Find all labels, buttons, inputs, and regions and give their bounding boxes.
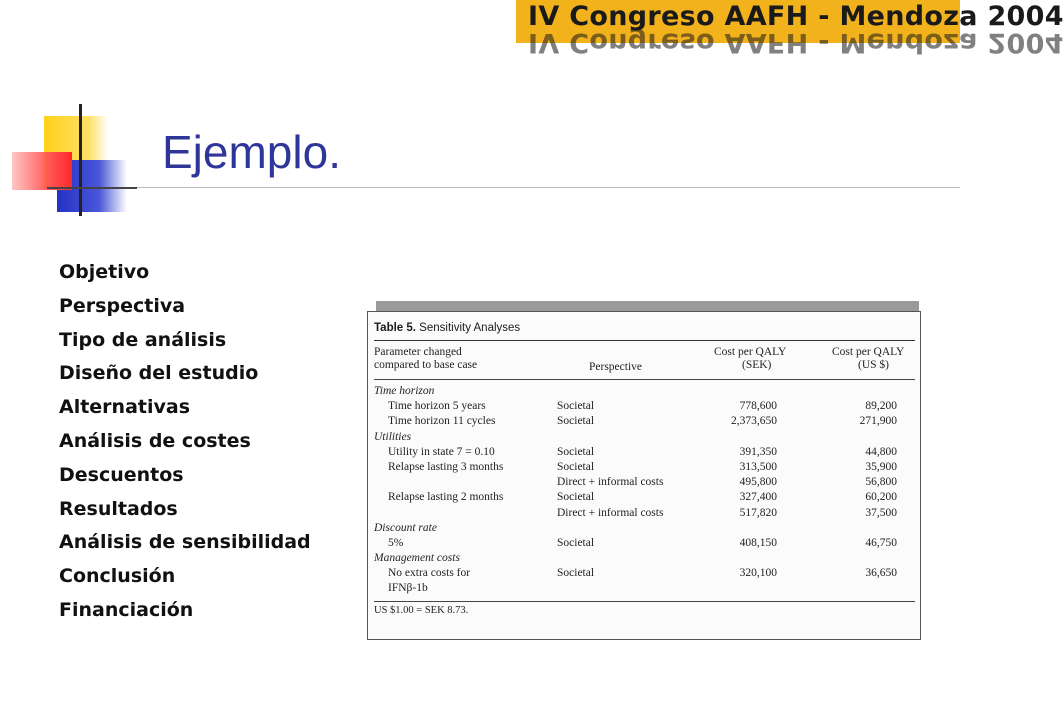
table-caption-title: Sensitivity Analyses (419, 322, 521, 334)
parameter-cell: No extra costs for (388, 567, 471, 580)
section-label: Discount rate (374, 521, 437, 534)
parameter-cell: Relapse lasting 2 months (388, 491, 504, 504)
cost-sek-cell: 2,373,650 (731, 415, 777, 428)
table-footnote: US $1.00 = SEK 8.73. (374, 604, 469, 616)
parameter-cell: Relapse lasting 3 months (388, 460, 504, 473)
list-item: Perspectiva (59, 294, 186, 317)
table-row (374, 384, 915, 399)
perspective-cell: Societal (557, 567, 595, 580)
cost-sek-cell: 313,500 (739, 460, 777, 473)
red-bar-shape (12, 152, 72, 190)
cost-sek-cell: 495,800 (739, 476, 777, 489)
banner-text: IV Congreso AAFH - Mendoza 2004 (528, 1, 1064, 32)
table-row (374, 475, 915, 490)
table-row (374, 399, 915, 414)
cost-sek-cell: 778,600 (739, 400, 777, 413)
header-parameter-line2: compared to base case (374, 359, 478, 371)
list-item: Alternativas (59, 396, 191, 419)
list-item: Objetivo (59, 261, 150, 283)
banner-reflection: IV Congreso AAFH - Mendoza 2004 (528, 27, 1064, 58)
perspective-cell: Societal (557, 536, 595, 549)
table-row (374, 460, 915, 475)
cost-sek-cell: 327,400 (739, 491, 777, 504)
list-item: Conclusión (59, 565, 176, 588)
parameter-cell: IFNβ-1b (388, 582, 428, 595)
list-item: Análisis de costes (59, 429, 251, 452)
table-row (374, 536, 915, 551)
list-item: Tipo de análisis (59, 328, 227, 351)
cost-sek-cell: 391,350 (739, 445, 777, 458)
section-label: Time horizon (374, 385, 435, 397)
cost-usd-cell: 37,500 (865, 506, 897, 519)
table-row (374, 445, 915, 460)
list-item: Financiación (59, 598, 194, 621)
section-label: Utilities (374, 430, 412, 443)
list-item: Análisis de sensibilidad (59, 531, 311, 554)
cost-usd-cell: 60,200 (865, 491, 897, 504)
sensitivity-table (374, 316, 915, 620)
perspective-cell: Direct + informal costs (557, 506, 664, 519)
slide-title: Ejemplo. (162, 126, 341, 178)
parameter-cell: Time horizon 5 years (388, 400, 486, 413)
header-perspective: Perspective (589, 361, 643, 373)
cost-sek-cell: 517,820 (739, 506, 777, 519)
section-label: Management costs (374, 552, 460, 565)
title-underline-accent (47, 187, 137, 189)
parameter-cell: 5% (388, 536, 404, 549)
table-row (374, 551, 915, 566)
cost-usd-cell: 271,900 (859, 415, 897, 428)
vertical-divider-line (79, 104, 82, 216)
header-parameter-line1: Parameter changed (374, 346, 462, 358)
cost-usd-cell: 36,650 (865, 567, 897, 580)
header-sek-line2: (SEK) (742, 359, 772, 371)
perspective-cell: Direct + informal costs (557, 476, 664, 489)
perspective-cell: Societal (557, 415, 595, 428)
cost-usd-cell: 44,800 (865, 445, 897, 458)
cost-sek-cell: 320,100 (739, 567, 777, 580)
list-item: Descuentos (59, 463, 184, 486)
header-usd-line1: Cost per QALY (832, 346, 905, 358)
table-row (374, 506, 915, 521)
cost-usd-cell: 35,900 (865, 460, 897, 473)
table-body (374, 384, 915, 597)
table-row (374, 490, 915, 505)
header-rule (374, 379, 915, 380)
list-item: Diseño del estudio (59, 362, 259, 385)
perspective-cell: Societal (557, 491, 595, 504)
perspective-cell: Societal (557, 460, 595, 473)
perspective-cell: Societal (557, 445, 595, 458)
header-usd-line2: (US $) (858, 359, 889, 371)
table-row (374, 581, 915, 596)
cost-usd-cell: 56,800 (865, 476, 897, 489)
table-header (374, 341, 915, 379)
table-caption (374, 316, 915, 341)
table-row (374, 521, 915, 536)
table-row (374, 566, 915, 581)
list-item: Resultados (59, 497, 178, 520)
parameter-cell: Utility in state 7 = 0.10 (388, 445, 495, 458)
title-underline (47, 187, 960, 188)
table-caption-number: Table 5. (374, 322, 416, 334)
cost-usd-cell: 89,200 (865, 400, 897, 413)
header-sek-line1: Cost per QALY (714, 346, 787, 358)
parameter-cell: Time horizon 11 cycles (388, 415, 496, 428)
conference-banner (516, 0, 1064, 58)
sensitivity-table-image (367, 311, 921, 640)
table-row (374, 430, 915, 445)
cost-sek-cell: 408,150 (739, 536, 777, 549)
topics-list (59, 256, 311, 628)
table-row (374, 414, 915, 429)
cost-usd-cell: 46,750 (865, 536, 897, 549)
perspective-cell: Societal (557, 400, 595, 413)
decorative-squares-graphic (0, 0, 170, 230)
